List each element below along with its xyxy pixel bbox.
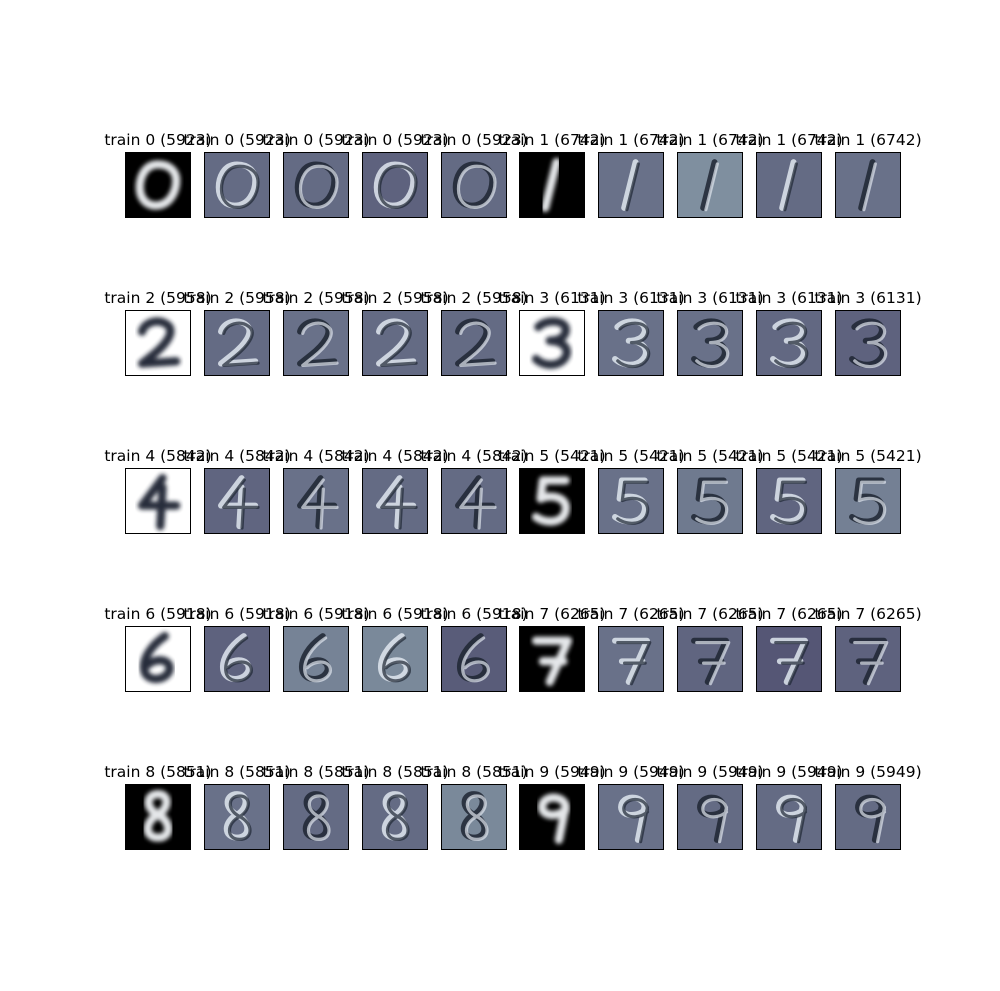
digit-8-panel-4 xyxy=(362,784,428,850)
panel-title: train 1 (6742) xyxy=(656,131,764,149)
panel-title: train 1 (6742) xyxy=(735,131,843,149)
panel-title: train 8 (5851) xyxy=(104,763,212,781)
panel-title: train 5 (5421) xyxy=(656,447,764,465)
panel-title: train 6 (5918) xyxy=(183,605,291,623)
panel-title: train 4 (5842) xyxy=(341,447,449,465)
panel-title: train 5 (5421) xyxy=(814,447,922,465)
panel-title: train 0 (5923) xyxy=(341,131,449,149)
panel-title: train 4 (5842) xyxy=(183,447,291,465)
digit-1-panel-4 xyxy=(756,152,822,218)
panel-title: train 9 (5949) xyxy=(498,763,606,781)
digit-2-image xyxy=(205,311,269,375)
digit-0-image xyxy=(284,153,348,217)
digit-1-image xyxy=(678,153,742,217)
digit-4-panel-5 xyxy=(441,468,507,534)
digit-8-panel-3 xyxy=(283,784,349,850)
panel-title: train 9 (5949) xyxy=(577,763,685,781)
digit-3-panel-1 xyxy=(519,310,585,376)
digit-7-panel-3 xyxy=(677,626,743,692)
digit-3-image xyxy=(757,311,821,375)
digit-3-panel-4 xyxy=(756,310,822,376)
digit-2-image xyxy=(442,311,506,375)
panel-title: train 8 (5851) xyxy=(262,763,370,781)
panel-title: train 9 (5949) xyxy=(735,763,843,781)
digit-0-image xyxy=(442,153,506,217)
panel-title: train 7 (6265) xyxy=(735,605,843,623)
digit-4-image xyxy=(442,469,506,533)
digit-0-image xyxy=(363,153,427,217)
digit-8-image xyxy=(284,785,348,849)
panel-title: train 4 (5842) xyxy=(262,447,370,465)
digit-8-image xyxy=(126,785,190,849)
panel-title: train 6 (5918) xyxy=(341,605,449,623)
panel-title: train 6 (5918) xyxy=(262,605,370,623)
digit-2-panel-3 xyxy=(283,310,349,376)
digit-2-panel-2 xyxy=(204,310,270,376)
panel-title: train 3 (6131) xyxy=(814,289,922,307)
digit-7-panel-2 xyxy=(598,626,664,692)
digit-6-panel-1 xyxy=(125,626,191,692)
digit-4-panel-2 xyxy=(204,468,270,534)
panel-title: train 0 (5923) xyxy=(420,131,528,149)
digit-8-panel-2 xyxy=(204,784,270,850)
panel-title: train 4 (5842) xyxy=(104,447,212,465)
digit-6-image xyxy=(126,627,190,691)
digit-0-image xyxy=(126,153,190,217)
digit-9-image xyxy=(757,785,821,849)
digit-4-panel-1 xyxy=(125,468,191,534)
digit-5-image xyxy=(520,469,584,533)
digit-3-image xyxy=(520,311,584,375)
digit-7-panel-4 xyxy=(756,626,822,692)
digit-6-image xyxy=(284,627,348,691)
digit-4-image xyxy=(205,469,269,533)
digit-4-panel-3 xyxy=(283,468,349,534)
digit-4-panel-4 xyxy=(362,468,428,534)
digit-8-panel-1 xyxy=(125,784,191,850)
digit-5-image xyxy=(678,469,742,533)
digit-0-panel-3 xyxy=(283,152,349,218)
digit-7-image xyxy=(678,627,742,691)
panel-title: train 2 (5958) xyxy=(183,289,291,307)
digit-5-panel-3 xyxy=(677,468,743,534)
digit-2-image xyxy=(363,311,427,375)
digit-7-image xyxy=(836,627,900,691)
digit-1-image xyxy=(757,153,821,217)
panel-title: train 1 (6742) xyxy=(577,131,685,149)
digit-8-image xyxy=(442,785,506,849)
panel-title: train 6 (5918) xyxy=(420,605,528,623)
panel-title: train 7 (6265) xyxy=(498,605,606,623)
digit-5-image xyxy=(836,469,900,533)
panel-title: train 2 (5958) xyxy=(262,289,370,307)
digit-1-panel-1 xyxy=(519,152,585,218)
digit-6-panel-5 xyxy=(441,626,507,692)
digit-2-image xyxy=(284,311,348,375)
digit-3-panel-3 xyxy=(677,310,743,376)
digit-8-image xyxy=(363,785,427,849)
digit-9-image xyxy=(520,785,584,849)
digit-7-image xyxy=(757,627,821,691)
digit-6-image xyxy=(363,627,427,691)
panel-title: train 0 (5923) xyxy=(262,131,370,149)
panel-title: train 3 (6131) xyxy=(656,289,764,307)
panel-title: train 1 (6742) xyxy=(814,131,922,149)
digit-7-panel-5 xyxy=(835,626,901,692)
panel-title: train 3 (6131) xyxy=(498,289,606,307)
digit-5-panel-1 xyxy=(519,468,585,534)
panel-title: train 3 (6131) xyxy=(735,289,843,307)
panel-title: train 2 (5958) xyxy=(104,289,212,307)
digit-6-panel-4 xyxy=(362,626,428,692)
digit-3-image xyxy=(836,311,900,375)
digit-9-image xyxy=(836,785,900,849)
panel-title: train 7 (6265) xyxy=(656,605,764,623)
digit-3-image xyxy=(599,311,663,375)
digit-1-image xyxy=(836,153,900,217)
panel-title: train 2 (5958) xyxy=(341,289,449,307)
digit-7-panel-1 xyxy=(519,626,585,692)
digit-0-panel-4 xyxy=(362,152,428,218)
panel-title: train 8 (5851) xyxy=(420,763,528,781)
panel-title: train 3 (6131) xyxy=(577,289,685,307)
digit-0-image xyxy=(205,153,269,217)
digit-3-panel-5 xyxy=(835,310,901,376)
panel-title: train 5 (5421) xyxy=(577,447,685,465)
digit-9-panel-5 xyxy=(835,784,901,850)
digit-5-panel-2 xyxy=(598,468,664,534)
digit-3-panel-2 xyxy=(598,310,664,376)
digit-9-panel-3 xyxy=(677,784,743,850)
digit-2-image xyxy=(126,311,190,375)
panel-title: train 7 (6265) xyxy=(577,605,685,623)
digit-1-panel-3 xyxy=(677,152,743,218)
panel-title: train 6 (5918) xyxy=(104,605,212,623)
panel-title: train 9 (5949) xyxy=(814,763,922,781)
digit-4-image xyxy=(126,469,190,533)
panel-title: train 0 (5923) xyxy=(183,131,291,149)
digit-5-panel-4 xyxy=(756,468,822,534)
panel-title: train 4 (5842) xyxy=(420,447,528,465)
digit-9-panel-1 xyxy=(519,784,585,850)
digit-7-image xyxy=(599,627,663,691)
digit-1-image xyxy=(520,153,584,217)
digit-9-panel-2 xyxy=(598,784,664,850)
digit-8-image xyxy=(205,785,269,849)
digit-6-panel-3 xyxy=(283,626,349,692)
digit-9-image xyxy=(678,785,742,849)
digit-5-image xyxy=(757,469,821,533)
digit-4-image xyxy=(363,469,427,533)
digit-7-image xyxy=(520,627,584,691)
digit-1-panel-2 xyxy=(598,152,664,218)
digit-2-panel-5 xyxy=(441,310,507,376)
digit-6-image xyxy=(205,627,269,691)
panel-title: train 2 (5958) xyxy=(420,289,528,307)
panel-title: train 9 (5949) xyxy=(656,763,764,781)
digit-2-panel-1 xyxy=(125,310,191,376)
digit-0-panel-5 xyxy=(441,152,507,218)
digit-0-panel-1 xyxy=(125,152,191,218)
panel-title: train 8 (5851) xyxy=(341,763,449,781)
panel-title: train 5 (5421) xyxy=(498,447,606,465)
digit-0-panel-2 xyxy=(204,152,270,218)
digit-3-image xyxy=(678,311,742,375)
digit-1-image xyxy=(599,153,663,217)
panel-title: train 1 (6742) xyxy=(498,131,606,149)
digit-6-image xyxy=(442,627,506,691)
digit-5-panel-5 xyxy=(835,468,901,534)
digit-2-panel-4 xyxy=(362,310,428,376)
digit-4-image xyxy=(284,469,348,533)
digit-8-panel-5 xyxy=(441,784,507,850)
panel-title: train 7 (6265) xyxy=(814,605,922,623)
digit-5-image xyxy=(599,469,663,533)
digit-6-panel-2 xyxy=(204,626,270,692)
digit-9-image xyxy=(599,785,663,849)
panel-title: train 0 (5923) xyxy=(104,131,212,149)
digit-1-panel-5 xyxy=(835,152,901,218)
digit-9-panel-4 xyxy=(756,784,822,850)
panel-title: train 8 (5851) xyxy=(183,763,291,781)
panel-title: train 5 (5421) xyxy=(735,447,843,465)
